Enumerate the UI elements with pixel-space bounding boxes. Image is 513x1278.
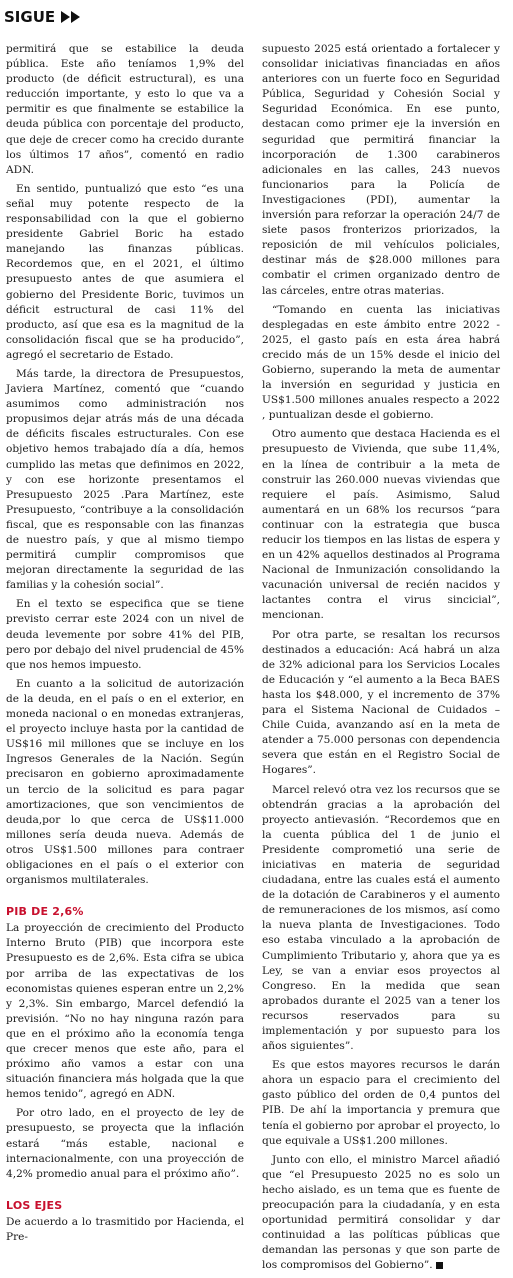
paragraph: Más tarde, la directora de Presupuestos, Javiera Martínez, comentó que “cuando asumimos como administración nos propusimos dejar atrás más de una década de déficits fiscales estructurales. Con ese objetivo hemos trabajado día a día, hemos cumplido las metas que definimos en 2022, y con ese horizonte presentamos el Presupuesto 2025 .Para Martínez, este Presupuesto, “contribuye a la consolidación fiscal, que es responsable con las finanzas de nuestro país, y que al mismo tiempo permitirá cumplir compromisos que mejoran directamente la seguridad de las familias y la cohesión social”. (6, 367, 244, 592)
paragraph: Otro aumento que destaca Hacienda es el presupuesto de Vivienda, que sube 11,4%, en la línea de contribuir a la meta de construir las 260.000 nuevas viviendas que requiere el país. Asimismo, Salud aumentará en un 68% los recursos “para continuar con la estrategia que busca reducir los tiempos en las listas de espera y en un 42% aquellos destinados al Programa Nacional de Inmunización consolidando la vacunación universal de recién nacidos y lactantes contra el virus sincicial”, mencionan. (262, 428, 500, 622)
paragraph-text: Junto con ello, el ministro Marcel añadió que “el Presupuesto 2025 no es solo un hecho aislado, es un tema que es fuente de preocupación para la ciudadanía, y en esta oportunidad permitirá consolidar y dar continuidad a las políticas públicas que demandan las personas y que son parte de los compromisos del Gobierno”. (262, 1153, 500, 1272)
continue-marker (4, 6, 80, 28)
paragraph: Marcel relevó otra vez los recursos que se obtendrán gracias a la aprobación del proyecto antievasión. “Recordemos que en la cuenta pública del 1 de junio el Presidente comprometió una serie de iniciativas en materia de seguridad ciudadana, entre las cuales está el aumento de la dotación de Carabineros y el aumento de remuneraciones de los mismos, así como la nueva planta de Investigaciones. Todo eso estaba vinculado a la aprobación de Cumplimiento Tributario y, ahora que ya es Ley, se van a enviar esos proyectos al Congreso. En la medida que sean aprobados durante el 2025 van a tener los recursos reservados para su implementación y por supuesto para los años siguientes”. (262, 783, 500, 1053)
double-arrow-icon (61, 11, 80, 23)
paragraph: En sentido, puntualizó que esto “es una señal muy potente respecto de la responsabilidad con la que el gobierno presidente Gabriel Boric ha estado manejando las finanzas públicas. Recordemos que, en el 2021, el último presupuesto antes de que asumiera el gobierno del Presidente Boric, tuvimos un déficit estructural de casi 11% del producto, así que esa es la magnitud de la consolidación fiscal que se ha producido”, agregó el secretario de Estado. (6, 182, 244, 361)
section-heading-pib: PIB DE 2,6% (6, 905, 84, 919)
paragraph: supuesto 2025 está orientado a fortalecer y consolidar iniciativas financiadas en años anteriores con un fuerte foco en Seguridad Pública, Seguridad y Cohesión Social y Seguridad Económica. En ese punto, destacan como primer eje la inversión en seguridad que permitirá financiar la incorporación de 1.300 carabineros adicionales en las calles, 243 nuevos funcionarios para la Policía de Investigaciones (PDI), aumentar la inversión para reforzar la operación 24/7 de siete pasos fronterizos priorizados, la reposición de mil vehículos policiales, destinar más de $28.000 millones para combatir el crimen organizado dentro de las cárceles, entre otras materias. (262, 43, 500, 297)
last-paragraph (262, 1153, 500, 1274)
paragraph: permitirá que se estabilice la deuda pública. Este año teníamos 1,9% del producto (de déficit estructural), es una reducción importante, y esto lo que va a permitir es que finalmente se estabilice la deuda pública con porcentaje del producto, que deje de crecer como ha crecido durante los últimos 17 años”, comentó en radio ADN. (6, 43, 244, 176)
paragraph: “Tomando en cuenta las iniciativas desplegadas en este ámbito entre 2022 - 2025, el gasto país en esta área habrá crecido más de un 15% desde el inicio del Gobierno, superando la meta de aumentar la inversión en seguridad y justicia en US$1.500 millones anuales respecto a 2022 , puntualizan desde el gobierno. (262, 303, 500, 422)
article-column-left (6, 42, 244, 1249)
end-of-article-icon (436, 1262, 443, 1269)
paragraph: Por otra parte, se resaltan los recursos destinados a educación: Acá habrá un alza de 32% adicional para los Servicios Locales de Educación y “el aumento a la Beca BAES hasta los $48.000, y el incremento de 37% para el Sistema Nacional de Cuidados – Chile Cuida, avanzando así en la meta de atender a 75.000 personas con dependencia severa que están en el Registro Social de Hogares”. (262, 628, 500, 777)
paragraph: Es que estos mayores recursos le darán ahora un espacio para el crecimiento del gasto público del orden de 0,4 puntos del PIB. De ahí la importancia y premura que tenía el gobierno por aprobar el proyecto, lo que equivale a US$1.200 millones. (262, 1059, 500, 1147)
article-column-right (262, 42, 500, 1278)
paragraph: La proyección de crecimiento del Producto Interno Bruto (PIB) que incorpora este Presupuesto es de 2,6%. Esta cifra se ubica por arriba de las expectativas de los economistas quienes esperan entre un 2,2% y 2,3%. Sin embargo, Marcel defendió la previsión. “No no hay ninguna razón para que en el próximo año la economía tenga que crecer menos que este año, para el próximo año vamos a estar con una situación financiera más holgada que la que hemos tenido”, agregó en ADN. (6, 922, 244, 1101)
paragraph: En cuanto a la solicitud de autorización de la deuda, en el país o en el exterior, en moneda nacional o en monedas extranjeras, el proyecto incluye hasta por la cantidad de US$16 mil millones que se incluye en los Ingresos Generales de la Nación. Según precisaron en gobierno aproximadamente un tercio de la solicitud es para pagar amortizaciones, que son vencimientos de deuda,por lo que cerca de US$11.000 millones sería deuda nueva. Además de otros US$1.500 millones para contraer obligaciones en el país o el exterior con organismos multilaterales. (6, 677, 244, 887)
paragraph: En el texto se especifica que se tiene previsto cerrar este 2024 con un nivel de deuda levemente por sobre 41% del PIB, pero por debajo del nivel prudencial de 45% que nos hemos impuesto. (6, 598, 244, 671)
section-heading-ejes: LOS EJES (6, 1198, 63, 1212)
paragraph: De acuerdo a lo trasmitido por Hacienda, el Pre- (6, 1215, 244, 1244)
continue-label: SIGUE (4, 8, 56, 26)
paragraph: Por otro lado, en el proyecto de ley de presupuesto, se proyecta que la inflación estará “más estable, nacional e internacionalmente, con una proyección de 4,2% promedio anual para el próximo año”. (6, 1107, 244, 1180)
